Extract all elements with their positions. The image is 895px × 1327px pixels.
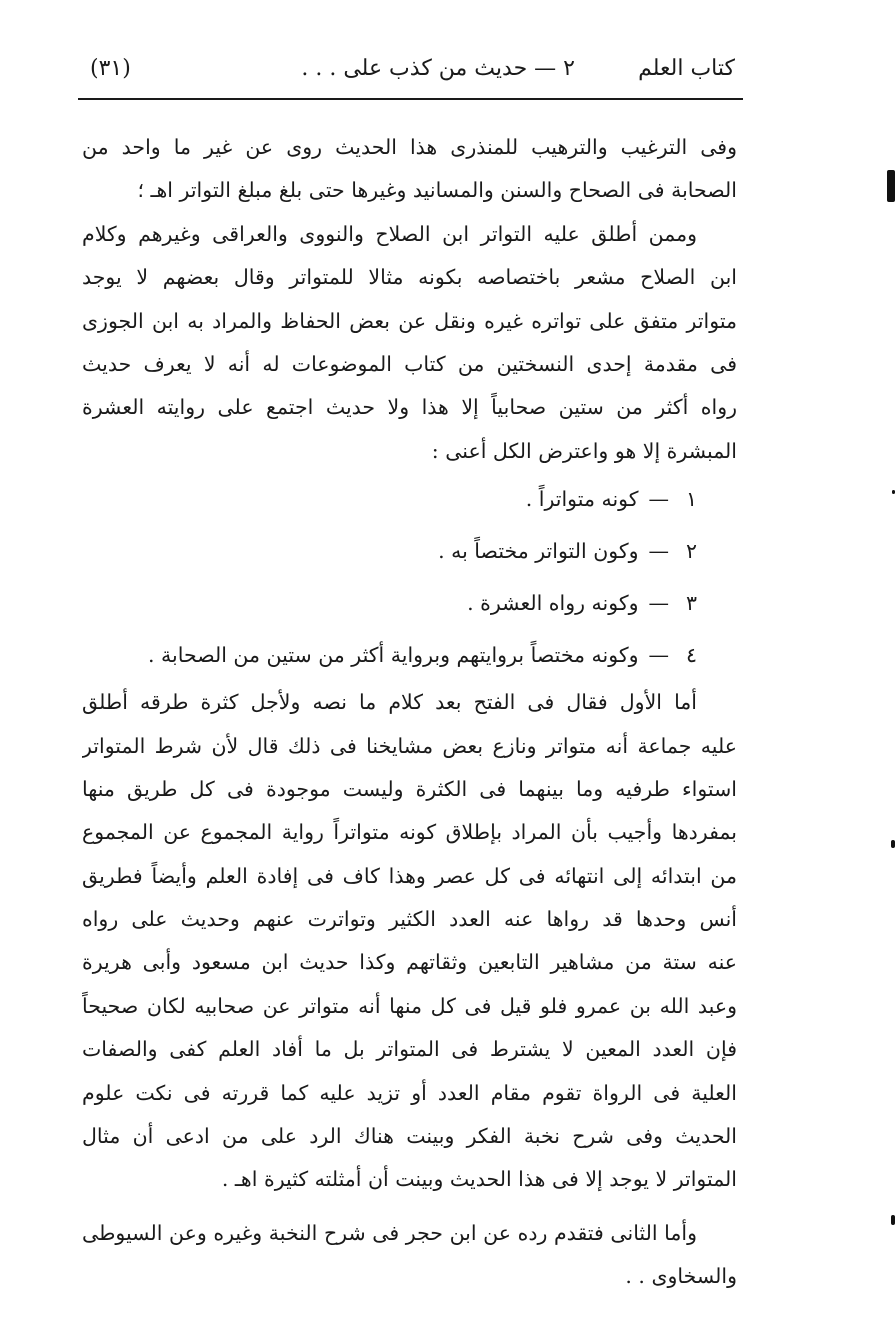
list-item: ٤—وكونه مختصاً بروايتهم وبرواية أكثر من ستين من الصحابة .: [82, 629, 737, 681]
page-body: [82, 126, 737, 1299]
text-line: والسخاوى . .: [625, 1264, 737, 1289]
text-line: فى مقدمة إحدى النسختين من كتاب الموضوعات له أنه لا يعرف حديث: [82, 351, 737, 376]
text-line: من ابتدائه إلى انتهائه فى كل عصر وهذا كاف فى إفادة العلم وأيضاً فطريق: [82, 863, 737, 888]
list-number: ١: [685, 487, 697, 512]
list-text: وكون التواتر مختصاً به .: [438, 539, 639, 564]
list-text: كونه متواتراً .: [525, 487, 639, 512]
header-rule: [78, 98, 743, 100]
text-line: وعبد الله بن عمرو فلو قيل فى كل منها أنه متواتر عن صحابيه لكان صحيحاً: [82, 993, 737, 1018]
text-line: الحديث وفى شرح نخبة الفكر وبينت هناك الرد على من ادعى أن مثال: [82, 1124, 737, 1149]
text-line: عنه ستة من مشاهير التابعين وثقاتهم وكذا حديث ابن مسعود وأبى هريرة: [82, 950, 737, 975]
scan-mark: [887, 170, 895, 202]
text-line: المتواتر لا يوجد إلا فى هذا الحديث وبينت أن أمثلته كثيرة اهـ .: [221, 1167, 737, 1192]
text-line: استواء طرفيه وما بينهما فى الكثرة وليست موجودة فى كل طريق منها: [82, 776, 737, 801]
chapter-title: ٢ — حديث من كذب على . . .: [301, 56, 575, 81]
text-line: متواتر متفق على تواتره غيره ونقل عن بعض الحفاظ والمراد به ابن الجوزى: [82, 308, 737, 333]
list-item: ١—كونه متواتراً .: [82, 473, 737, 525]
list-item: ٣—وكونه رواه العشرة .: [82, 577, 737, 629]
list-text: وكونه مختصاً بروايتهم وبرواية أكثر من ستين من الصحابة .: [147, 643, 639, 668]
list-number: ٤: [685, 643, 697, 668]
text-line: بمفردها وأجيب بأن المراد بإطلاق كونه متواتراً رواية المجموع عن المجموع: [82, 820, 737, 845]
text-line: عليه جماعة أنه متواتر ونازع بعض مشايخنا فى ذلك قال لأن شرط المتواتر: [82, 733, 737, 758]
text-line: ابن الصلاح مشعر باختصاصه بكونه مثالا للمتواتر وقال بعضهم لا يوجد: [82, 265, 737, 290]
objection-list: [82, 473, 737, 681]
text-line: الصحابة فى الصحاح والسنن والمسانيد وغيرها حتى بلغ مبلغ التواتر اهـ ؛: [137, 178, 737, 203]
scan-mark: [891, 840, 895, 848]
text-line: وممن أطلق عليه التواتر ابن الصلاح والنووى والعراقى وغيرهم وكلام: [82, 221, 697, 246]
running-header: [80, 50, 735, 94]
text-line: فإن العدد المعين لا يشترط فى المتواتر بل ما أفاد العلم كفى والصفات: [82, 1037, 737, 1062]
text-line: رواه أكثر من ستين صحابياً إلا هذا ولا حديث اجتمع على روايته العشرة: [82, 395, 737, 420]
page-number: (٣١): [90, 56, 131, 81]
text-line: العلية فى الرواة تقوم مقام العدد أو تزيد عليه كما قررته فى نكت علوم: [82, 1080, 737, 1105]
book-title: كتاب العلم: [638, 56, 735, 81]
list-number: ٣: [685, 591, 697, 616]
text-line: أنس وحدها قد رواها عنه العدد الكثير وتواترت عنهم وحديث على رواه: [82, 907, 737, 932]
text-line: وفى الترغيب والترهيب للمنذرى هذا الحديث روى عن غير ما واحد من: [82, 135, 737, 159]
list-text: وكونه رواه العشرة .: [467, 591, 639, 616]
text-line: أما الأول فقال فى الفتح بعد كلام ما نصه ولأجل كثرة طرقه أطلق: [82, 690, 697, 715]
list-number: ٢: [685, 539, 697, 564]
text-line: المبشرة إلا هو واعترض الكل أعنى :: [431, 438, 737, 463]
text-line: وأما الثانى فتقدم رده عن ابن حجر فى شرح النخبة وغيره وعن السيوطى: [82, 1220, 697, 1245]
scan-mark: [891, 1215, 895, 1225]
paragraph-gap: [82, 1202, 737, 1212]
list-item: ٢—وكون التواتر مختصاً به .: [82, 525, 737, 577]
